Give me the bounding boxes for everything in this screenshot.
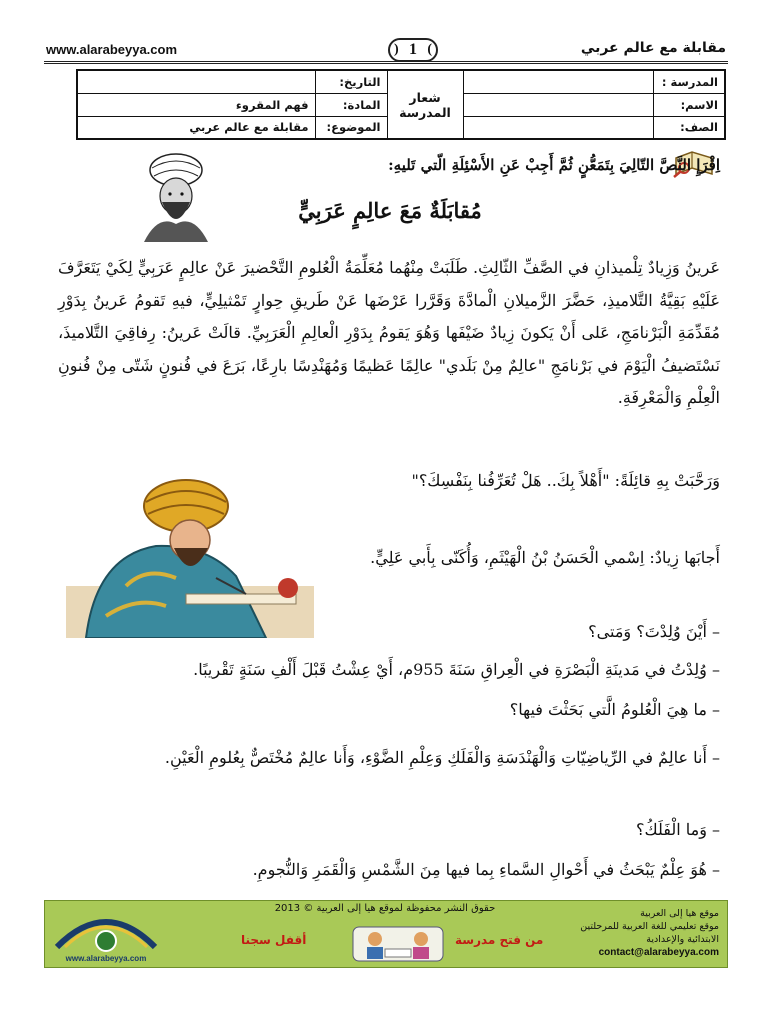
dialogue-line-4: – أَنا عالِمٌ في الرِّياضِيّاتِ وَالْهَنْدَسَةِ وَالْفَلَكِ وَعِلْمِ الضَّوْءِ، وَأَنا عالِمٌ مُخْتَصٌّ بِعُلومِ الْعَيْنِ.	[164, 748, 720, 767]
reading-instruction: اِقْرَإِ النَّصَّ التّالِيَ بِتَمَعُّنٍ ثُمَّ أَجِبْ عَنِ الأَسْئِلَةِ الّتي تَليهِ:	[388, 156, 720, 174]
page-header	[44, 40, 728, 64]
welcome-paragraph: وَرَحَّبَتْ بِهِ قائِلَةً: "أَهْلاً بِكَ.. هَلْ تُعَرِّفُنا بِنَفْسِكَ؟"	[411, 471, 720, 490]
school-logo-cell: شعار المدرسة	[387, 70, 463, 139]
dialogue-line-3: – ما هِيَ الْعُلومُ الَّتي بَحَثْتَ فيها؟	[509, 700, 720, 719]
site-name: موقع هيا إلى العربية	[640, 908, 719, 919]
site-description-2: الابتدائية والإعدادية	[646, 934, 719, 945]
date-label: التاريخ:	[315, 70, 387, 93]
answer-paragraph: أَجابَها زِيادٌ: اِسْمي الْحَسَنُ بْنُ الْهَيْثَمِ، وَأُكَنّى بِأَبي عَلِيٍّ.	[370, 548, 720, 567]
dialogue-line-6: – هُوَ عِلْمٌ يَبْحَثُ في أَحْوالِ السَّماءِ بِما فيها مِنَ الشَّمْسِ وَالْقَمَرِ وَالنُّجومِ.	[252, 860, 720, 879]
subject-value: فهم المقروء	[77, 93, 315, 116]
page-number: 1	[409, 41, 417, 58]
copyright-notice: حقوق النشر محفوظة لموقع هيا إلى العربية © 2013	[274, 903, 496, 914]
student-info-table	[76, 69, 726, 140]
article-title: مُقابَلَةٌ مَعَ عالِمٍ عَرَبِيٍّ	[298, 198, 482, 223]
class-field[interactable]	[463, 116, 653, 139]
site-url[interactable]: www.alarabeyya.com	[46, 42, 178, 57]
name-label: الاسم:	[653, 93, 725, 116]
slogan-part-1: من فتح مدرسة	[455, 933, 544, 947]
contact-email[interactable]: contact@alarabeyya.com	[598, 947, 719, 958]
intro-paragraph: عَرينُ وَزِيادٌ تِلْميذانِ في الصَّفِّ الثّالِثِ. طَلَبَتْ مِنْهُما مُعَلِّمَةُ الْعُلومِ التَّحْضيرَ عَنْ عالِمٍ عَرَبِيٍّ لِكَيْ يَتَعَرَّفَ عَلَيْهِ بَقِيَّةُ التَّلاميذِ، حَضَّرَ الزَّميلانِ الْمادَّةَ وَقَرَّرا عَرْضَها عَنْ طَريقِ حِوارٍ تَمْثيلِيٍّ، فيهِ تَقومُ عَرينُ بِدَوْرِ مُقَدِّمَةِ الْبَرْنامَجِ، عَلى أَنْ يَكونَ زِيادٌ ضَيْفَها وَهُوَ يَقومُ بِدَوْرِ الْعالِمِ الْعَرَبِيِّ. قالَتْ عَرينُ: رِفاقِيَ التَّلاميذَ، نَسْتَضيفُ الْيَوْمَ في بَرْنامَجِ "عالِمٌ مِنْ بَلَدي" عالِمًا عَظيمًا وَمُهَنْدِسًا بارِعًا، بَرَعَ في فُنونٍ شَتّى مِنْ فُنونِ الْعِلْمِ وَالْمَعْرِفَةِ.	[58, 258, 721, 408]
site-description-1: موقع تعليمي للغة العربية للمرحلتين	[580, 921, 719, 932]
subject-label: المادة:	[315, 93, 387, 116]
logo-emblem-icon	[51, 903, 161, 955]
page-number-badge: ) 1 (	[388, 38, 438, 62]
scholar-portrait-icon	[138, 150, 214, 242]
dialogue-line-5: – وَما الْفَلَكُ؟	[635, 820, 720, 839]
date-field[interactable]	[77, 70, 315, 93]
page-title: مقابلة مع عالم عربي	[580, 40, 726, 56]
school-label: المدرسة :	[653, 70, 725, 93]
name-field[interactable]	[463, 93, 653, 116]
dialogue-line-2: – وُلِدْتُ في مَدينَةِ الْبَصْرَةِ في الْعِراقِ سَنَةَ 955م، أَيْ عِشْتُ قَبْلَ أَلْفِ سَنَةٍ تَقْريبًا.	[193, 660, 720, 679]
dialogue-line-1: – أَيْنَ وُلِدْتَ؟ وَمَتى؟	[588, 622, 720, 641]
topic-label: الموضوع:	[315, 116, 387, 139]
page-footer	[44, 900, 728, 968]
ibn-al-haytham-illustration	[66, 466, 314, 638]
topic-value: مقابلة مع عالم عربي	[77, 116, 315, 139]
slogan-part-2: أقفل سجنا	[241, 933, 307, 947]
site-logo	[51, 903, 161, 965]
class-label: الصف:	[653, 116, 725, 139]
logo-url[interactable]: www.alarabeyya.com	[65, 954, 147, 963]
site-info	[549, 907, 719, 959]
school-field[interactable]	[463, 70, 653, 93]
